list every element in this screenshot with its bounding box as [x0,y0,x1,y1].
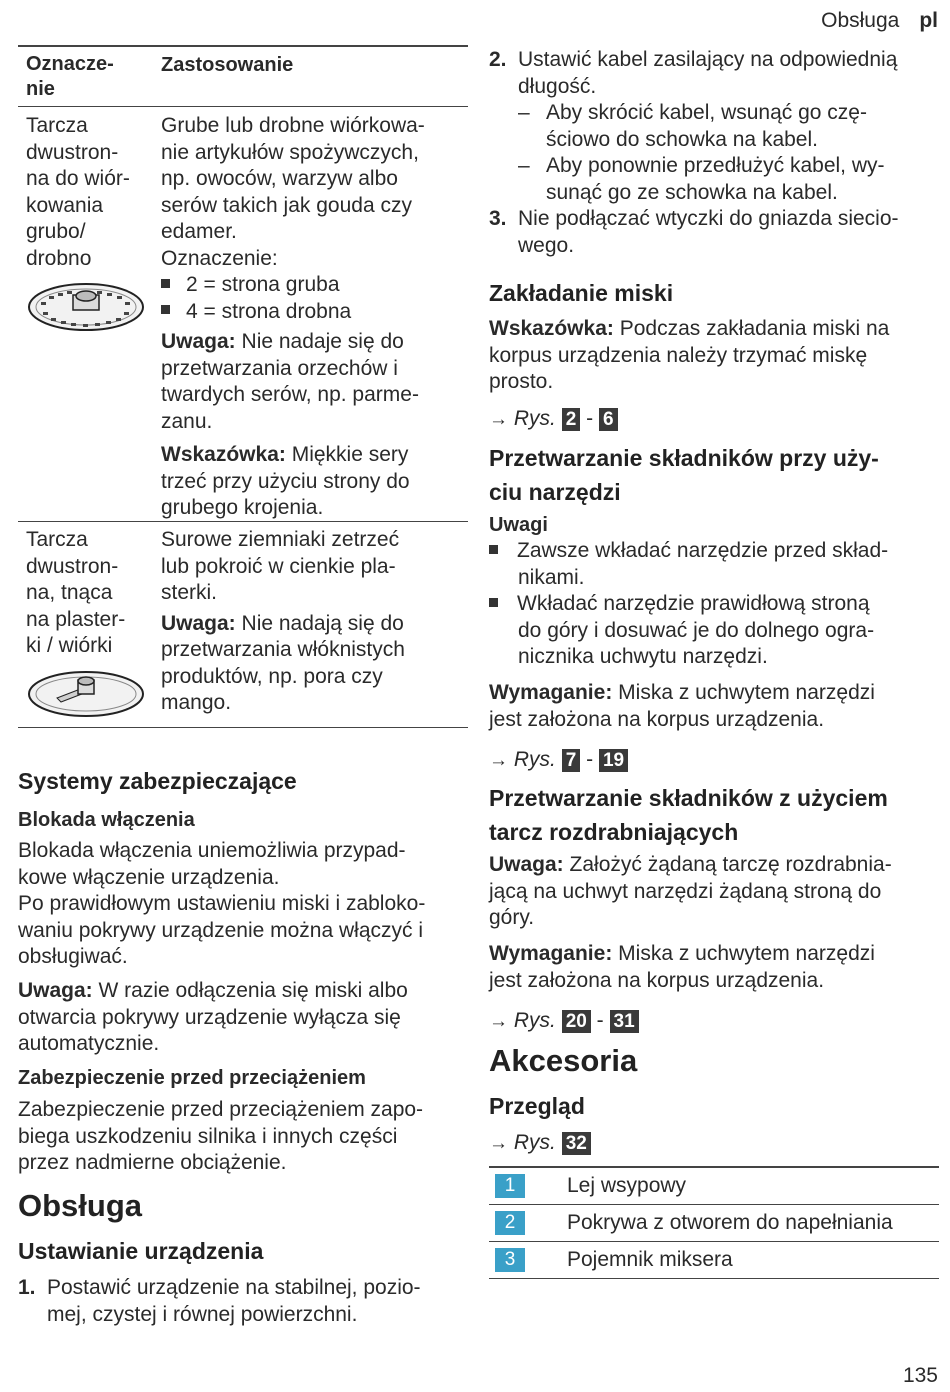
figure-ref-1[interactable]: → Rys. 2 - 6 [489,406,618,434]
bullet-square-icon [161,305,170,314]
acc-number-badge: 3 [495,1248,525,1272]
row2-note [161,611,405,717]
text-line: biega uszkodzeniu silnika i innych części [18,1124,398,1148]
acc-number-badge: 1 [495,1174,525,1198]
lock-note [18,978,408,1058]
arrow-right-icon: → [489,1011,508,1032]
row2-name-line: Tarcza [26,528,88,551]
obsluga-heading: Obsługa [18,1188,143,1223]
row1-desc-line: serów takich jak gouda czy [161,193,412,217]
tip-text: Podczas zakładania miski na [619,317,890,340]
overload-paragraph [18,1097,423,1177]
step-1 [18,1275,421,1328]
acc-item-label: Pokrywa z otworem do napełniania [567,1211,893,1234]
table-row-rule [18,521,468,522]
note-label: Uwaga: [18,979,93,1002]
dash-text: Aby skrócić kabel, wsunąć go czę- [546,101,867,124]
arrow-right-icon: → [489,1133,508,1154]
bullet-square-icon [489,598,498,607]
step-number: 3. [489,207,507,230]
running-header [821,8,938,35]
step-text: Nie podłączać wtyczki do gniazda siecio- [518,207,899,230]
bullet-square-icon [161,279,170,288]
heading-line: Przetwarzanie składników z użyciem [489,785,888,811]
bowl-tip [489,316,889,396]
row1-desc-line: edamer. [161,220,237,243]
table-header-rule [18,106,468,107]
note-text: automatycznie. [18,1032,160,1055]
page-number: 135 [902,1364,938,1387]
overload-heading: Zabezpieczenie przed przeciążeniem [18,1067,366,1089]
dash-icon: – [518,101,530,124]
text-line: obsługiwać. [18,945,128,968]
grating-disc-illustration [27,282,145,332]
bullet-text: nicznika uchwytu narzędzi. [518,645,768,668]
step-text: wego. [518,233,575,257]
step-text: mej, czystej i równej powierzchni. [47,1302,358,1326]
col1-header-line: nie [26,78,55,100]
note-text: produktów, np. pora czy [161,664,383,688]
bullet-text: Zawsze wkładać narzędzie przed skład- [517,539,889,562]
arrow-right-icon: → [489,409,508,430]
acc-table-bottom-rule [489,1278,939,1279]
text-line: Po prawidłowym ustawieniu miski i zabloko- [18,892,426,915]
note-text: Nie nadają się do [241,611,404,635]
dash-text: ściowo do schowka na kabel. [546,127,818,151]
row1-note1 [161,329,425,435]
tip-text: korpus urządzenia należy trzymać miskę [489,343,868,367]
figure-badge: 7 [562,749,581,772]
row2-desc-line: sterki. [161,581,218,604]
bullet-text: 2 = strona gruba [186,273,340,296]
row1-desc-line: np. owoców, warzyw albo [161,167,398,190]
table-bottom-rule [18,727,468,728]
dash-text: sunąć go ze schowka na kabel. [546,180,838,204]
tip-label: Wskazówka: [489,317,614,340]
bullet-text: Wkładać narzędzie prawidłową stroną [517,592,870,615]
table-top-rule [18,45,468,47]
tip-text: Miękkie sery [291,443,409,466]
note-text: mango. [161,691,232,714]
lock-paragraph [18,838,425,971]
row1-note2 [161,442,425,522]
row1-name-line: drobno [26,246,92,270]
note-label: Uwaga: [161,611,236,635]
ref-prefix: Rys. [513,748,556,771]
col1-header-line: Oznacze- [26,53,114,75]
row1-bullet [161,299,425,326]
row1-name-line: dwustron- [26,140,119,164]
req-text: Miska z uchwytem narzędzi [618,681,875,704]
figure-badge: 2 [562,408,581,431]
row1-name-line: grubo/ [26,220,86,243]
figure-badge: 19 [599,749,628,772]
heading-line: tarcz rozdrabniających [489,819,739,845]
text-line: waniu pokrywy urządzenie można włączyć i [18,918,423,942]
heading-line: ciu narzędzi [489,479,621,505]
requirement-2 [489,941,875,994]
row1-name-line: Tarcza [26,114,88,137]
figure-badge: 32 [562,1132,591,1155]
przeglad-heading: Przegląd [489,1093,585,1119]
discs-note [489,852,892,932]
acc-item-label: Lej wsypowy [567,1174,687,1197]
note-text: zanu. [161,409,213,433]
figure-ref-4[interactable] [489,1130,591,1158]
row1-desc-line: nie artykułów spożywczych, [161,140,419,164]
ref-prefix: Rys. [513,1131,556,1154]
figure-ref-3[interactable]: → Rys. 20 - 31 [489,1008,639,1036]
safety-heading: Systemy zabezpieczające [18,768,297,794]
note-text: przetwarzania włóknistych [161,638,405,661]
note-text: Założyć żądaną tarczę rozdrabnia- [569,853,892,876]
step-text: długość. [518,74,597,98]
acc-item-label: Pojemnik miksera [567,1248,733,1271]
step-text: Ustawić kabel zasilający na odpowiednią [518,48,898,71]
note-text: twardych serów, np. parme- [161,383,419,406]
row2-desc-line: Surowe ziemniaki zetrzeć [161,528,400,551]
note-label: Uwaga: [161,330,236,353]
discs-heading [489,781,888,849]
header-section: Obsługa [821,9,900,32]
row1-bullet [161,272,425,299]
tip-label: Wskazówka: [161,443,286,466]
note-text: otwarcia pokrywy urządzenie wyłącza się [18,1005,401,1029]
note-text: Nie nadaje się do [241,330,404,353]
req-text: jest założona na korpus urządzenia. [489,968,825,992]
acc-row-rule [489,1204,939,1205]
row2-description [161,527,405,717]
uwagi-list [489,538,888,671]
header-lang: pl [919,9,938,32]
row1-description [161,113,425,522]
dash-text: Aby ponownie przedłużyć kabel, wy- [546,154,885,177]
req-text: jest założona na korpus urządzenia. [489,707,825,731]
tip-text: prosto. [489,370,554,393]
bowl-heading: Zakładanie miski [489,280,674,306]
figure-badge: 6 [599,408,618,431]
note-text: góry. [489,906,535,929]
text-line: Blokada włączenia uniemożliwia przypad- [18,839,406,862]
step-2 [489,47,899,259]
row1-name-line: na do wiór- [26,167,130,190]
akcesoria-heading: Akcesoria [489,1043,638,1078]
row1-name [26,113,130,272]
text-line: kowe włączenie urządzenia. [18,865,280,889]
acc-table-top-rule [489,1166,939,1168]
dash-icon: – [518,154,530,177]
acc-row-rule [489,1241,939,1242]
arrow-right-icon: → [489,750,508,771]
tip-text: grubego krojenia. [161,496,324,519]
figure-ref-2[interactable]: → Rys. 7 - 19 [489,747,628,775]
requirement-1 [489,680,875,733]
row2-name-line: ki / wiórki [26,634,113,657]
figure-badge: 20 [562,1010,591,1033]
bullet-text: 4 = strona drobna [186,299,352,323]
dash-item [489,153,899,180]
bullet-square-icon [489,545,498,554]
row2-name-line: na, tnąca [26,581,113,604]
uwagi-heading: Uwagi [489,514,548,536]
ref-prefix: Rys. [513,407,556,430]
req-text: Miska z uchwytem narzędzi [618,942,875,965]
note-text: jącą na uchwyt narzędzi żądaną stroną do [489,879,882,903]
table-col2-header: Zastosowanie [161,54,294,76]
text-line: przez nadmierne obciążenie. [18,1151,287,1174]
table-col1-header [26,52,114,102]
req-label: Wymaganie: [489,942,613,965]
row1-name-line: kowania [26,193,104,217]
heading-line: Przetwarzanie składników przy uży- [489,445,879,471]
dash-item [489,100,899,127]
note-text: W razie odłączenia się miski albo [98,979,408,1002]
step-number: 2. [489,48,507,71]
step-number: 1. [18,1276,36,1299]
ref-prefix: Rys. [513,1009,556,1032]
tip-text: trzeć przy użyciu strony do [161,469,410,493]
lock-heading: Blokada włączenia [18,809,195,831]
row2-name-line: dwustron- [26,554,119,578]
slicing-disc-illustration [27,668,145,718]
bullet-text: do góry i dosuwać je do dolnego ogra- [518,618,875,642]
row2-name [26,527,125,660]
acc-number-badge: 2 [495,1211,525,1235]
setup-heading: Ustawianie urządzenia [18,1238,264,1264]
row1-desc-line: Oznaczenie: [161,246,278,270]
row2-desc-line: lub pokroić w cienkie pla- [161,554,396,578]
text-line: Zabezpieczenie przed przeciążeniem zapo- [18,1098,424,1121]
figure-badge: 31 [610,1010,639,1033]
note-text: przetwarzania orzechów i [161,356,398,380]
row2-name-line: na plaster- [26,607,126,631]
note-label: Uwaga: [489,853,564,876]
step-text: Postawić urządzenie na stabilnej, pozio- [47,1276,421,1299]
tool-heading [489,441,879,509]
bullet-text: nikami. [518,565,585,589]
row1-desc-line: Grube lub drobne wiórkowa- [161,114,425,137]
req-label: Wymaganie: [489,681,613,704]
